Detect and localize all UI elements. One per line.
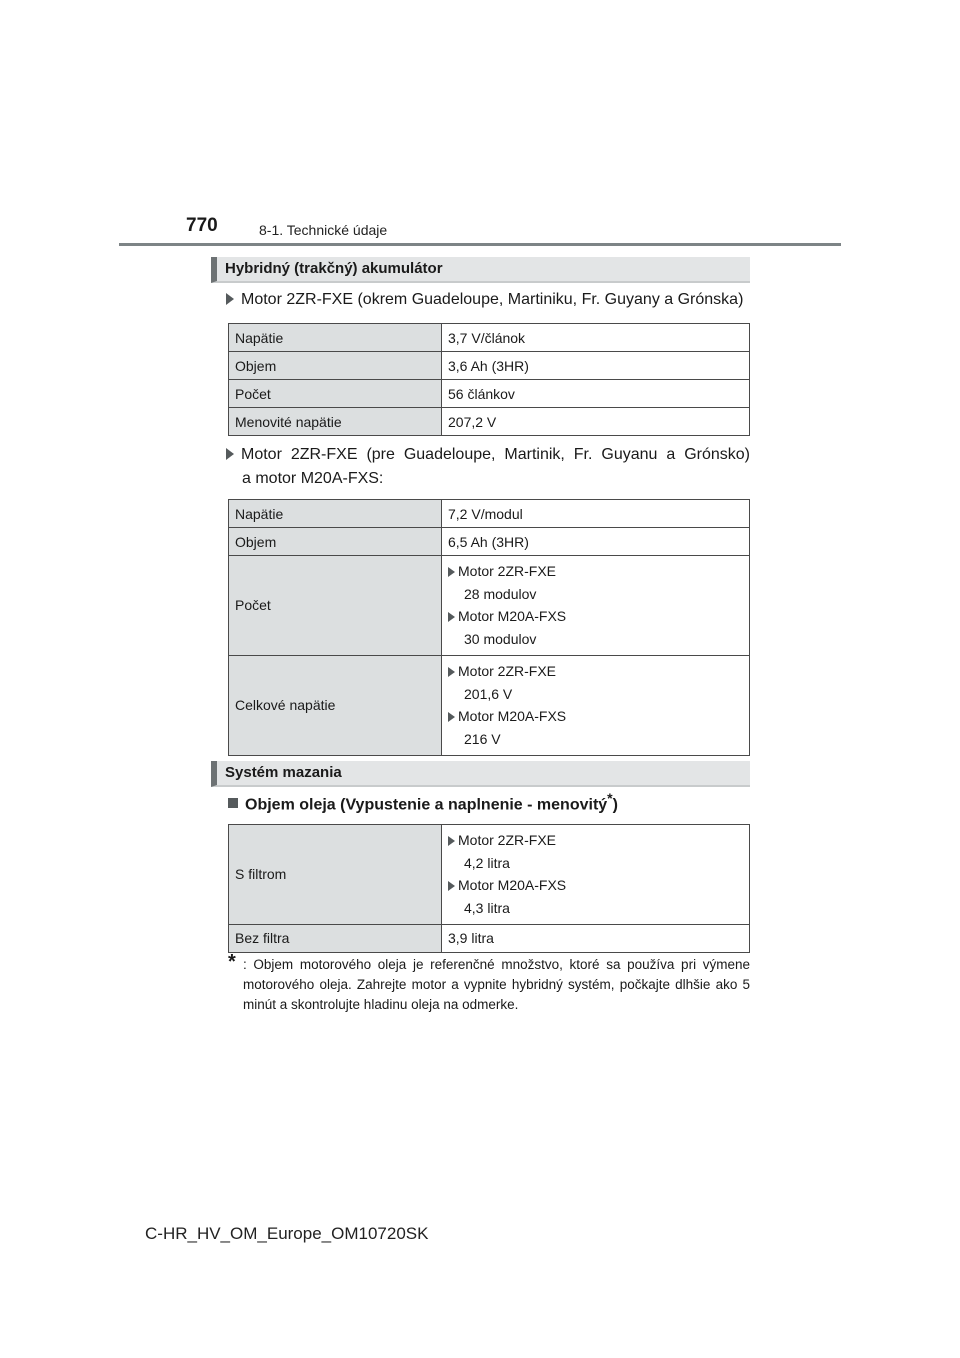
table-label-cell: Objem — [229, 528, 442, 556]
table-value-cell — [442, 655, 750, 755]
table-value-cell: 3,9 litra — [442, 924, 750, 952]
section-heading-battery-title: Hybridný (trakčný) akumulátor — [225, 260, 443, 277]
bullet-text-line2: a motor M20A-FXS: — [242, 470, 384, 487]
table-value-cell — [442, 556, 750, 656]
header-divider — [119, 243, 841, 246]
table-row — [229, 556, 750, 656]
bullet-text: Motor 2ZR-FXE (okrem Guadeloupe, Martiniku, Fr. Guyany a Grónska) — [241, 291, 744, 308]
bullet-triangle-icon — [448, 881, 455, 891]
oil-capacity-heading-end: ) — [612, 796, 618, 814]
bullet-triangle-icon — [448, 612, 455, 622]
oil-capacity-table — [228, 824, 750, 953]
table-value-cell — [442, 825, 750, 925]
bullet-triangle-icon — [226, 293, 234, 305]
engine-value: 216 V — [464, 730, 501, 747]
table-label-cell: Bez filtra — [229, 924, 442, 952]
bullet-triangle-icon — [448, 567, 455, 577]
section-path: 8-1. Technické údaje — [259, 222, 388, 238]
bullet-triangle-icon — [448, 712, 455, 722]
footnote-marker: * — [607, 790, 613, 806]
table-value-cell: 3,7 V/článok — [442, 324, 750, 352]
table-value-cell: 3,6 Ah (3HR) — [442, 352, 750, 380]
engine-value: 201,6 V — [464, 685, 513, 702]
table-row — [229, 528, 750, 556]
engine-value: 4,3 litra — [464, 900, 510, 917]
table-label-cell: Počet — [229, 556, 442, 656]
engine-label: Motor 2ZR-FXE — [458, 563, 557, 579]
table-row — [229, 924, 750, 952]
engine-label: Motor 2ZR-FXE — [458, 832, 557, 848]
footnote-text: : Objem motorového oleja je referenčné množstvo, ktoré sa používa pri výmene motorového oleja. Zahrejte motor a vypnite hybridný systém, počkajte dlhšie ako 5 minút a skontrolujte hladinu oleja na odmerke. — [243, 957, 750, 1012]
bullet-triangle-icon — [226, 448, 234, 460]
battery-table-1 — [228, 323, 750, 436]
engine-label: Motor M20A-FXS — [458, 877, 567, 894]
bullet-triangle-icon — [448, 836, 455, 846]
engine-value: 28 modulov — [464, 585, 537, 602]
document-code: C-HR_HV_OM_Europe_OM10720SK — [145, 1224, 429, 1243]
table-row — [229, 380, 750, 408]
page-number: 770 — [186, 215, 218, 236]
table-value-cell: 6,5 Ah (3HR) — [442, 528, 750, 556]
table-row — [229, 655, 750, 755]
table-row — [229, 408, 750, 436]
battery-table-2 — [228, 499, 750, 756]
bullet-triangle-icon — [448, 667, 455, 677]
section-heading-battery — [211, 257, 750, 283]
table-value-cell: 207,2 V — [442, 408, 750, 436]
table-label-cell: Napätie — [229, 324, 442, 352]
table-row — [229, 352, 750, 380]
engine-label: Motor 2ZR-FXE — [458, 662, 557, 679]
table-value-cell: 56 článkov — [442, 380, 750, 408]
table-value-cell: 7,2 V/modul — [442, 500, 750, 528]
table-label-cell: Menovité napätie — [229, 408, 442, 436]
oil-capacity-heading — [228, 790, 618, 814]
square-bullet-icon — [228, 798, 238, 808]
table-label-cell: S filtrom — [229, 825, 442, 925]
bullet-engine-2zr-overseas — [226, 443, 750, 491]
table-row — [229, 324, 750, 352]
bullet-text-line1: Motor 2ZR-FXE (pre Guadeloupe, Martinik, Fr. Guyanu a Grónsko) — [241, 446, 750, 463]
section-heading-lubrication — [211, 761, 750, 787]
bullet-engine-2zr-standard — [226, 288, 743, 312]
engine-value: 30 modulov — [464, 631, 537, 648]
table-label-cell: Počet — [229, 380, 442, 408]
section-heading-lubrication-title: Systém mazania — [225, 764, 342, 781]
oil-capacity-heading-text: Objem oleja (Vypustenie a naplnenie - menovitý — [245, 796, 608, 814]
engine-label: Motor M20A-FXS — [458, 608, 567, 625]
footnote-star: * — [228, 951, 236, 973]
table-row — [229, 825, 750, 925]
table-label-cell: Objem — [229, 352, 442, 380]
table-label-cell: Celkové napätie — [229, 655, 442, 755]
engine-value: 4,2 litra — [464, 854, 510, 871]
table-row — [229, 500, 750, 528]
engine-label: Motor M20A-FXS — [458, 708, 567, 725]
footnote — [228, 951, 750, 1015]
table-label-cell: Napätie — [229, 500, 442, 528]
